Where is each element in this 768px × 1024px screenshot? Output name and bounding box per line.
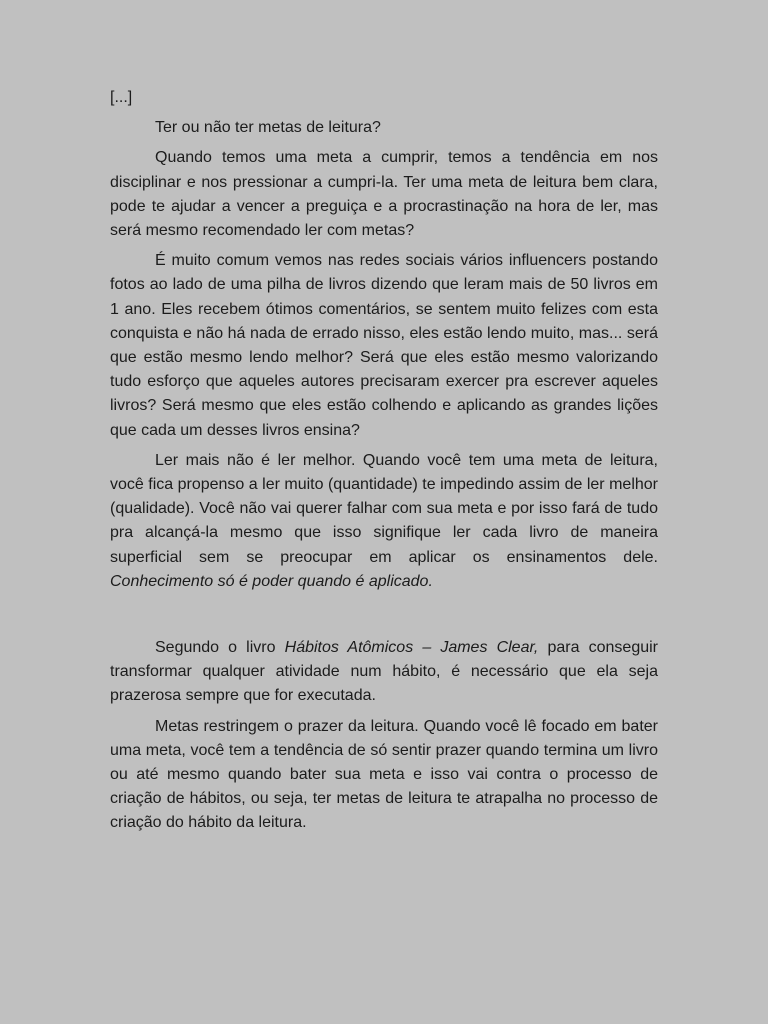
document-page — [110, 86, 658, 842]
paragraph-2: É muito comum vemos nas redes sociais vários influencers postando fotos ao lado de uma pilha de livros dizendo que leram mais de 50 livros em 1 ano. Eles recebem ótimos comentários, se sentem muito felizes com esta conquista e não há nada de errado nisso, eles estão lendo muito, mas... será que estão mesmo lendo melhor? Será que eles estão mesmo valorizando tudo esforço que aqueles autores precisaram exercer pra escrever aqueles livros? Será mesmo que eles estão colhendo e aplicando as grandes lições que cada um desses livros ensina? — [110, 252, 658, 439]
paragraph-3-italic: Conhecimento só é poder quando é aplicado. — [110, 572, 433, 590]
paragraph-4 — [110, 636, 658, 709]
section-gap — [110, 600, 658, 636]
paragraph-4-start: Segundo o livro — [155, 639, 285, 657]
paragraph-5: Metas restringem o prazer da leitura. Quando você lê focado em bater uma meta, você tem a tendência de só sentir prazer quando termina um livro ou até mesmo quando bater sua meta e isso vai contra o processo de criação de hábitos, ou seja, ter metas de leitura te atrapalha no processo de criação do hábito da leitura. — [110, 717, 658, 832]
book-title-citation: Hábitos Atômicos – James Clear, — [284, 639, 539, 657]
paragraph-3 — [110, 449, 658, 594]
ellipsis-marker: [...] — [110, 89, 133, 106]
paragraph-4-end: para conseguir transformar qualquer atividade num hábito, é necessário que ela seja prazerosa sempre que for executada. — [110, 639, 658, 705]
section-heading: Ter ou não ter metas de leitura? — [155, 119, 381, 137]
paragraph-1: Quando temos uma meta a cumprir, temos a tendência em nos disciplinar e nos pressionar a cumpri-la. Ter uma meta de leitura bem clara, pode te ajudar a vencer a preguiça e a procrastinação na hora de ler, mas será mesmo recomendado ler com metas? — [110, 149, 658, 240]
paragraph-3-text: Ler mais não é ler melhor. Quando você tem uma meta de leitura, você fica propenso a ler muito (quantidade) te impedindo assim de ler melhor (qualidade). Você não vai querer falhar com sua meta e por isso fará de tudo pra alcançá-la mesmo que isso signifique ler cada livro de maneira superficial sem se preocupar em aplicar os ensinamentos dele. — [110, 451, 658, 566]
